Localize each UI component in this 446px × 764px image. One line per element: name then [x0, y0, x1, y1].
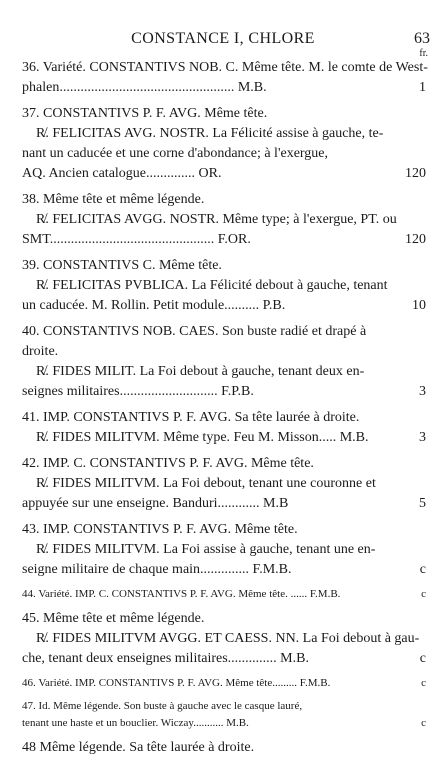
reverse-description-line — [0, 210, 446, 230]
catalogue-entry — [0, 586, 446, 609]
entry-line — [0, 649, 446, 669]
price-value: c — [419, 562, 426, 577]
catalogue-entry — [0, 408, 446, 454]
entry-line — [0, 454, 446, 474]
price-value: 3 — [419, 384, 426, 399]
entry-number: 37. — [22, 106, 43, 121]
catalogue-entries — [0, 58, 446, 764]
entry-text: R̸. FELICITAS PVBLICA. La Félicité debout à gauche, tenant — [36, 278, 388, 293]
entry-text: Variété. IMP. C. CONSTANTIVS P. F. AVG. Même tête. ...... F.M.B. — [38, 588, 341, 600]
catalogue-entry — [0, 190, 446, 256]
catalogue-entry — [0, 58, 446, 104]
entry-line — [0, 230, 446, 250]
entry-text: R̸. FIDES MILITVM AVGG. ET CAESS. NN. La Foi debout à gau- — [36, 631, 420, 646]
price-value: 10 — [412, 298, 426, 313]
catalogue-entry — [0, 322, 446, 408]
entry-number: 40. — [22, 324, 43, 339]
catalogue-entry — [0, 675, 446, 698]
entry-text: IMP. C. CONSTANTIVS P. F. AVG. Même tête. — [43, 456, 314, 471]
price-value: 120 — [405, 232, 426, 247]
entry-line — [0, 675, 446, 692]
reverse-description-line — [0, 540, 446, 560]
entry-line — [0, 738, 446, 758]
reverse-description-line — [0, 276, 446, 296]
entry-number: 46. — [22, 677, 39, 689]
entry-text: R̸. FIDES MILITVM. La Foi debout, tenant une couronne et — [36, 476, 376, 491]
entry-text: Même tête et même légende. — [43, 192, 205, 207]
entry-number: 42. — [22, 456, 43, 471]
catalogue-entry — [0, 698, 446, 738]
catalogue-entry — [0, 256, 446, 322]
entry-text: CONSTANTIVS P. F. AVG. Même tête. — [43, 106, 268, 121]
entry-line — [0, 494, 446, 514]
price-value: c — [421, 588, 426, 600]
catalogue-entry — [0, 454, 446, 520]
entry-text: IMP. CONSTANTIVS P. F. AVG. Même tête. — [43, 522, 298, 537]
price-value: c — [421, 717, 426, 729]
price-value: c — [421, 677, 426, 689]
entry-line — [0, 296, 446, 316]
reverse-description-line — [0, 428, 446, 448]
entry-text: Variété. CONSTANTIVS NOB. C. Même tête. M. le comte de West- — [42, 60, 428, 75]
entry-text: Variété. IMP. CONSTANTIVS P. F. AVG. Même tête......... F.M.B. — [38, 677, 331, 689]
entry-line — [0, 144, 446, 164]
entry-text: IMP. CONSTANTIVS P. F. AVG. Sa tête laurée à droite. — [43, 410, 360, 425]
entry-line — [0, 78, 446, 98]
entry-number: 45. — [22, 611, 43, 626]
reverse-description-line — [0, 124, 446, 144]
entry-line — [0, 164, 446, 184]
entry-text: seignes militaires............................ F.P.B. — [22, 384, 254, 399]
entry-text: Id. Même légende. Son buste à gauche avec le casque lauré, — [38, 700, 303, 712]
entry-text: R̸. FIDES MILITVM. La Foi assise à gauche, tenant une en- — [36, 542, 376, 557]
running-title: CONSTANCE I, CHLORE — [131, 30, 315, 47]
page-number: 63 — [414, 30, 430, 47]
entry-text: Même légende. Sa tête laurée à droite. — [39, 740, 255, 755]
page-header — [0, 30, 446, 59]
entry-line — [0, 609, 446, 629]
entry-number: 36. — [22, 60, 43, 75]
entry-text: R̸. FELICITAS AVG. NOSTR. La Félicité assise à gauche, te- — [36, 126, 384, 141]
price-value: 120 — [405, 166, 426, 181]
entry-line — [0, 256, 446, 276]
entry-text: phalen.................................................. M.B. — [22, 80, 267, 95]
entry-line — [0, 560, 446, 580]
entry-line — [0, 698, 446, 715]
entry-text: seigne militaire de chaque main.............. F.M.B. — [22, 562, 292, 577]
entry-number: 39. — [22, 258, 43, 273]
entry-text: un caducée. M. Rollin. Petit module.......... P.B. — [22, 298, 286, 313]
reverse-description-line — [0, 474, 446, 494]
entry-line — [0, 408, 446, 428]
entry-number: 38. — [22, 192, 43, 207]
entry-text: nant un caducée et une corne d'abondance; à l'exergue, — [22, 146, 329, 161]
entry-text: droite. — [22, 344, 59, 359]
entry-text: R̸. FIDES MILITVM. Même type. Feu M. Misson..... M.B. — [36, 430, 369, 445]
entry-text: R̸. FELICITAS AVGG. NOSTR. Même type; à l'exergue, PT. ou — [36, 212, 397, 227]
entry-text: CONSTANTIVS NOB. CAES. Son buste radié et drapé à — [43, 324, 367, 339]
entry-text: CONSTANTIVS C. Même tête. — [43, 258, 222, 273]
entry-line — [0, 520, 446, 540]
entry-gap — [0, 758, 446, 764]
entry-line — [0, 586, 446, 603]
catalogue-entry — [0, 738, 446, 764]
entry-text: appuyée sur une enseigne. Banduri............ M.B — [22, 496, 289, 511]
entry-number: 44. — [22, 588, 39, 600]
entry-text: AQ. Ancien catalogue.............. OR. — [22, 166, 222, 181]
price-value: 1 — [419, 80, 426, 95]
value-unit-label: fr. — [419, 48, 428, 59]
price-value: 3 — [419, 430, 426, 445]
entry-text: che, tenant deux enseignes militaires.............. M.B. — [22, 651, 309, 666]
entry-line — [0, 382, 446, 402]
catalogue-entry — [0, 520, 446, 586]
reverse-description-line — [0, 362, 446, 382]
entry-number: 41. — [22, 410, 43, 425]
entry-text: Même tête et même légende. — [43, 611, 205, 626]
entry-number: 47. — [22, 700, 39, 712]
entry-line — [0, 58, 446, 78]
price-value: c — [419, 651, 426, 666]
price-value: 5 — [419, 496, 426, 511]
entry-text: tenant une haste et un bouclier. Wiczay........... M.B. — [22, 717, 249, 729]
catalogue-entry — [0, 609, 446, 675]
entry-number: 48 — [22, 740, 40, 755]
entry-line — [0, 322, 446, 342]
entry-line — [0, 342, 446, 362]
entry-text: SMT............................................... F.OR. — [22, 232, 251, 247]
entry-line — [0, 190, 446, 210]
entry-line — [0, 715, 446, 732]
entry-text: R̸. FIDES MILIT. La Foi debout à gauche, tenant deux en- — [36, 364, 365, 379]
reverse-description-line — [0, 629, 446, 649]
entry-line — [0, 104, 446, 124]
catalogue-entry — [0, 104, 446, 190]
entry-number: 43. — [22, 522, 43, 537]
